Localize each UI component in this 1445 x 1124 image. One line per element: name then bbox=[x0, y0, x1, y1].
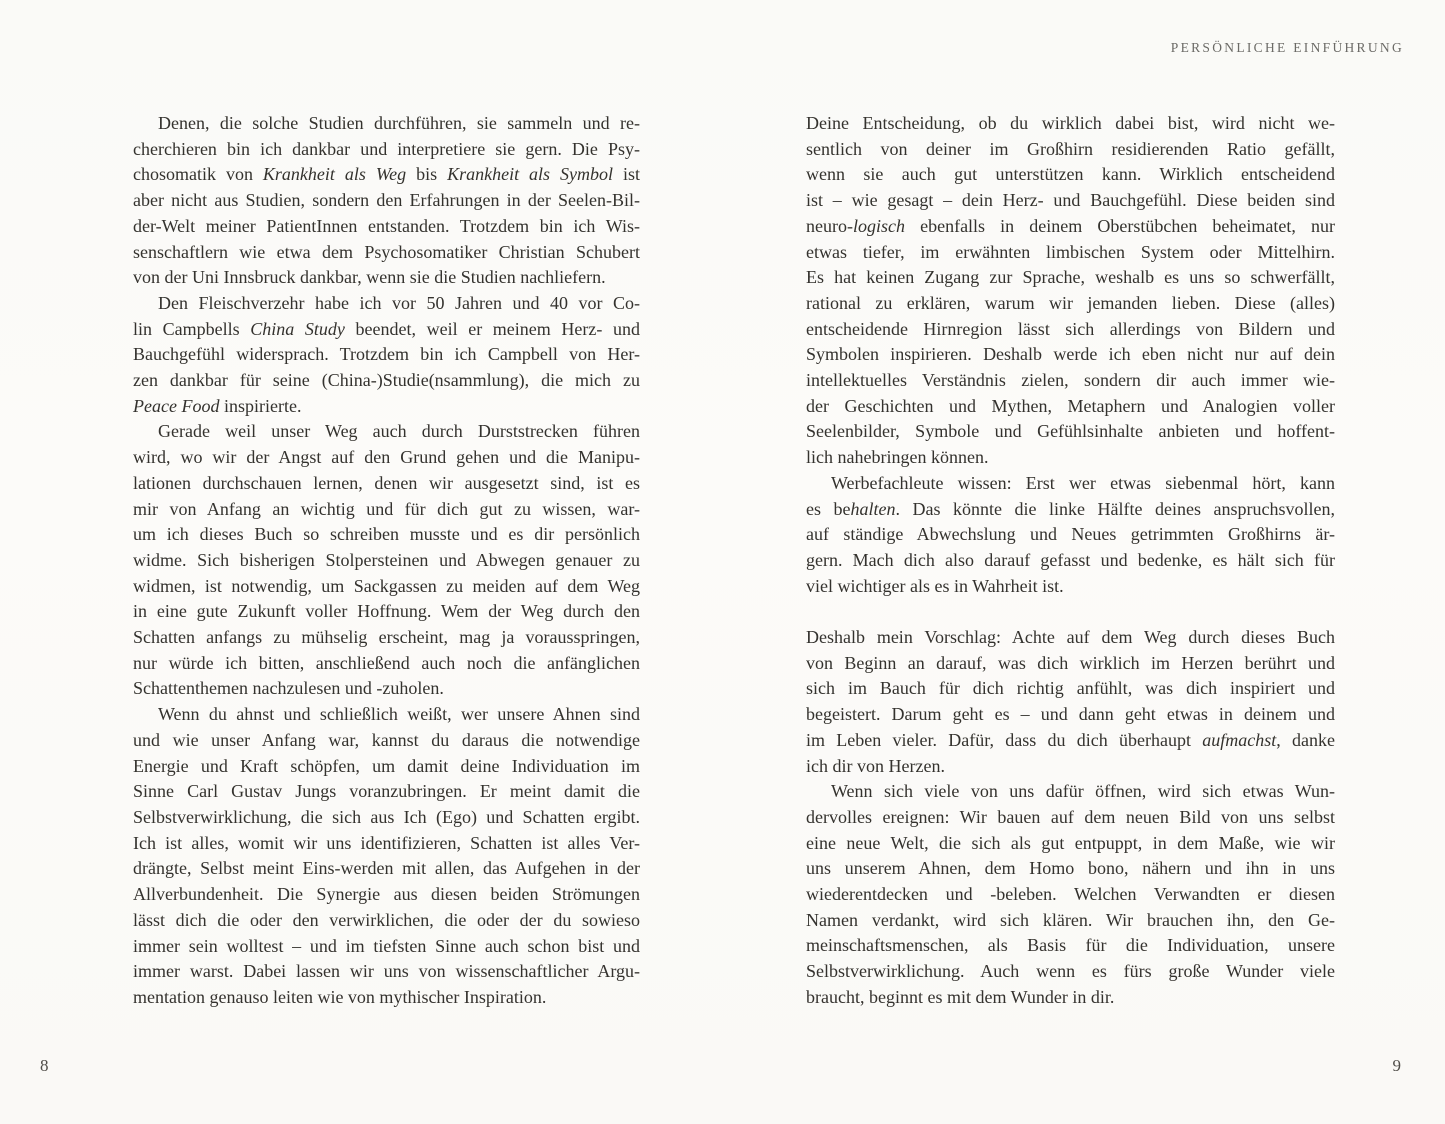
text-line: mir von Anfang an wichtig und für dich gut zu wissen, war- bbox=[133, 498, 640, 519]
text-line: Wenn sich viele von uns dafür öffnen, wird sich etwas Wun- bbox=[831, 781, 1335, 802]
text-line: Schatten anfangs zu mühselig erscheint, mag ja vorausspringen, bbox=[133, 627, 640, 648]
text-line: senschaftlern wie etwa dem Psychosomatiker Christian Schubert bbox=[133, 241, 640, 262]
text-line: etwas tiefer, im erwähnten limbischen System oder Mittelhirn. bbox=[806, 241, 1335, 262]
text-line: Wenn du ahnst und schließlich weißt, wer unsere Ahnen sind bbox=[158, 704, 640, 725]
text-line: viel wichtiger als es in Wahrheit ist. bbox=[806, 575, 1064, 596]
page-number-left: 8 bbox=[40, 1056, 49, 1075]
text-line: Den Fleischverzehr habe ich vor 50 Jahren und 40 vor Co- bbox=[158, 292, 640, 313]
text-line: Schattenthemen nachzulesen und -zuholen. bbox=[133, 678, 444, 699]
text-line: rational zu erklären, warum wir jemanden lieben. Diese (alles) bbox=[806, 292, 1335, 313]
text-line: Energie und Kraft schöpfen, um damit deine Individuation im bbox=[133, 755, 640, 776]
paragraph bbox=[133, 702, 640, 1010]
text-line: Denen, die solche Studien durchführen, sie sammeln und re- bbox=[158, 113, 640, 133]
text-line: Sinne Carl Gustav Jungs voranzubringen. Er meint damit die bbox=[133, 781, 640, 802]
text-line: drängte, Selbst meint Eins-werden mit allen, das Aufgehen in der bbox=[133, 858, 640, 879]
paragraph bbox=[133, 111, 640, 291]
paragraph bbox=[806, 471, 1335, 600]
text-line: ich dir von Herzen. bbox=[806, 755, 945, 776]
text-line: Symbolen inspirieren. Deshalb werde ich eben nicht nur auf dein bbox=[806, 344, 1335, 365]
running-header: PERSÖNLICHE EINFÜHRUNG bbox=[1170, 40, 1404, 55]
paragraph bbox=[133, 291, 640, 420]
text-line: wiederentdecken und -beleben. Welchen Verwandten er diesen bbox=[806, 884, 1335, 905]
text-line: begeistert. Darum geht es – und dann geht etwas in deinem und bbox=[806, 704, 1335, 725]
text-line: wenn sie auch gut unterstützen kann. Wirklich entscheidend bbox=[806, 164, 1335, 185]
text-line: ist – wie gesagt – dein Herz- und Bauchgefühl. Diese beiden sind bbox=[806, 190, 1335, 211]
text-line: Seelenbilder, Symbole und Gefühlsinhalte anbieten und hoffent- bbox=[806, 421, 1335, 442]
text-line: um ich dieses Buch so schreiben musste und es dir persönlich bbox=[133, 524, 640, 545]
paragraph bbox=[806, 779, 1335, 1010]
text-line: von Beginn an darauf, was dich wirklich im Herzen berührt und bbox=[806, 652, 1335, 673]
text-line: uns unserem Ahnen, dem Homo bono, nähern und ihn in uns bbox=[806, 858, 1335, 879]
left-page-text-column bbox=[133, 111, 640, 1011]
text-line: von der Uni Innsbruck dankbar, wenn sie die Studien nachliefern. bbox=[133, 267, 606, 288]
text-line: immer warst. Dabei lassen wir uns von wissenschaftlicher Argu- bbox=[133, 961, 640, 982]
page-number-right: 9 bbox=[1392, 1056, 1401, 1075]
paragraph bbox=[806, 625, 1335, 779]
text-line: cherchieren bin ich dankbar und interpretiere sie gern. Die Psy- bbox=[133, 138, 640, 159]
text-line: lässt dich die oder den verwirklichen, die oder der du sowieso bbox=[133, 909, 640, 930]
text-line: es behalten. Das könnte die linke Hälfte deines anspruchsvollen, bbox=[806, 498, 1335, 519]
text-line: sich im Bauch für dich richtig anfühlt, was dich inspiriert und bbox=[806, 678, 1335, 699]
text-line: Namen verdankt, wird sich klären. Wir brauchen ihn, den Ge- bbox=[806, 909, 1335, 930]
text-line: Selbstverwirklichung, die sich aus Ich (Ego) und Schatten ergibt. bbox=[133, 806, 640, 827]
text-line: Bauchgefühl widersprach. Trotzdem bin ich Campbell von Her- bbox=[133, 344, 640, 365]
text-line: entscheidende Hirnregion lässt sich allerdings von Bildern und bbox=[806, 318, 1335, 339]
text-line: lich nahebringen können. bbox=[806, 447, 989, 468]
text-line: lin Campbells China Study beendet, weil er meinem Herz- und bbox=[133, 318, 641, 339]
text-line: meinschaftsmenschen, als Basis für die Individuation, unsere bbox=[806, 935, 1335, 956]
text-line: neuro-logisch ebenfalls in deinem Oberstübchen beheimatet, nur bbox=[806, 215, 1335, 236]
text-line: mentation genauso leiten wie von mythischer Inspiration. bbox=[133, 986, 547, 1007]
text-line: Gerade weil unser Weg auch durch Durststrecken führen bbox=[158, 421, 640, 442]
paragraph bbox=[806, 111, 1335, 471]
right-page-text-column bbox=[806, 111, 1335, 1011]
text-line: Allverbundenheit. Die Synergie aus diesen beiden Strömungen bbox=[133, 884, 640, 905]
text-line: wird, wo wir der Angst auf den Grund gehen und die Manipu- bbox=[133, 447, 640, 468]
text-line: chosomatik von Krankheit als Weg bis Krankheit als Symbol ist bbox=[133, 164, 640, 185]
text-line: braucht, beginnt es mit dem Wunder in dir. bbox=[806, 986, 1115, 1007]
text-line: der Geschichten und Mythen, Metaphern und Analogien voller bbox=[806, 395, 1335, 416]
text-line: in eine gute Zukunft voller Hoffnung. Wem der Weg durch den bbox=[133, 601, 640, 622]
text-line: lationen durchschauen lernen, denen wir ausgesetzt sind, ist es bbox=[133, 472, 640, 493]
text-line: Ich ist alles, womit wir uns identifizieren, Schatten ist alles Ver- bbox=[133, 832, 640, 853]
text-line: und wie unser Anfang war, kannst du daraus die notwendige bbox=[133, 729, 640, 750]
text-line: Peace Food inspirierte. bbox=[133, 395, 302, 416]
text-line: Selbstverwirklichung. Auch wenn es fürs große Wunder viele bbox=[806, 961, 1335, 982]
text-line: Deine Entscheidung, ob du wirklich dabei bist, wird nicht we- bbox=[806, 113, 1335, 133]
text-line: widme. Sich bisherigen Stolpersteinen und Abwegen genauer zu bbox=[133, 549, 640, 570]
text-line: der-Welt meiner PatientInnen entstanden. Trotzdem bin ich Wis- bbox=[133, 215, 640, 236]
text-line: im Leben vieler. Dafür, dass du dich überhaupt aufmachst, danke bbox=[806, 729, 1335, 750]
text-line: eine neue Welt, die sich als gut entpuppt, in dem Maße, wie wir bbox=[806, 832, 1335, 853]
text-line: nur würde ich bitten, anschließend auch noch die anfänglichen bbox=[133, 652, 640, 673]
text-line: zen dankbar für seine (China-)Studie(nsammlung), die mich zu bbox=[133, 370, 640, 391]
text-line: gern. Mach dich also darauf gefasst und bedenke, es hält sich für bbox=[806, 549, 1335, 570]
paragraph bbox=[133, 419, 640, 702]
text-line: widmen, ist notwendig, um Sackgassen zu meiden auf dem Weg bbox=[133, 575, 640, 596]
text-line: aber nicht aus Studien, sondern den Erfahrungen in der Seelen-Bil- bbox=[133, 190, 640, 211]
text-line: intellektuelles Verständnis zielen, sondern dir auch immer wie- bbox=[806, 370, 1335, 391]
text-line: auf ständige Abwechslung und Neues getrimmten Großhirns är- bbox=[806, 524, 1335, 545]
text-line: immer sein wolltest – und im tiefsten Sinne auch schon bist und bbox=[133, 935, 640, 956]
text-line: Deshalb mein Vorschlag: Achte auf dem Weg durch dieses Buch bbox=[806, 627, 1335, 648]
text-line: sentlich von deiner im Großhirn residierenden Ratio gefällt, bbox=[806, 138, 1335, 159]
text-line: dervolles ereignen: Wir bauen auf dem neuen Bild von uns selbst bbox=[806, 806, 1335, 827]
text-line: Es hat keinen Zugang zur Sprache, weshalb es uns so schwerfällt, bbox=[806, 267, 1335, 288]
text-line: Werbefachleute wissen: Erst wer etwas siebenmal hört, kann bbox=[831, 472, 1335, 493]
